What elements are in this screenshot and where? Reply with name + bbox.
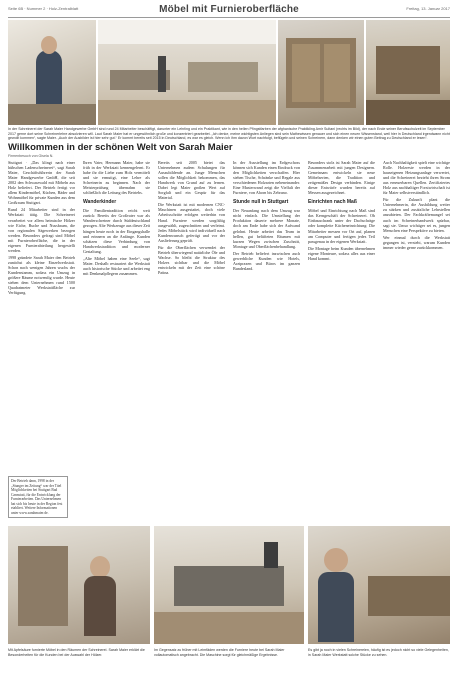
- paragraph: In der Ausstellung im Erdgeschoss können sich Kunden einen Eindruck von den Möglichkeiten verschaffen. Hier stehen Tische, Schränke und Regale aus verschiedenen Holzarten nebeneinander. Eine Musterwand zeigt die Vielfalt der Furniere, von Ahorn bis Zebrano.: [233, 160, 300, 196]
- header-divider: [8, 17, 450, 18]
- paragraph: Stuttgart · „Das klingt nach einer hübschen Ladenschreinerei“, sagt Sarah Maier, Geschäftsführerin der Sarah Maier Handgewerbe GmbH, die seit 2002 den Schwarzwald mit Möbeln aus Holz beliefert. Der Betrieb fertigt vor allem Kindermöbel, Küchen, Bäder und Wohnmöbel für private Kunden aus dem Großraum Stuttgart.: [8, 160, 75, 206]
- photo-showroom: [366, 20, 450, 125]
- paragraph: „Alte Möbel haben eine Seele“, sagt Maier. Deshalb restauriert die Werkstatt auch historische Stücke und arbeitet eng mit Denkmalpflegern zusammen.: [83, 255, 150, 276]
- paragraph: Die Montage beim Kunden übernehmen eigene Monteure, sodass alles aus einer Hand kommt.: [308, 245, 375, 261]
- photo-veneer-machine: [154, 526, 304, 644]
- photo-cabinets: [278, 20, 364, 125]
- paragraph: Bereits seit 2005 bietet das Unternehmen zudem Schulungen für Auszubildende an. Junge Menschen sollen die Möglichkeit bekommen, das Handwerk von Grund auf zu lernen. Dabei legt Maier großen Wert auf Sorgfalt und ein Gespür für das Material.: [158, 160, 225, 201]
- article-column-1: [8, 160, 75, 522]
- paragraph: Die Familientradition reicht weit zurück: Bereits der Großvater war als Wanderschreiner durch Süddeutschland gezogen. Alte Werkzeuge aus dieser Zeit hängen heute noch in der Eingangshalle und erinnern an die Anfänge. Kunden schätzen diese Verbindung von Handwerkstradition und moderner Gestaltung.: [83, 208, 150, 254]
- article-column-6: [383, 160, 450, 522]
- top-photo-row: [8, 20, 450, 125]
- subheading: Wanderkinder: [83, 199, 117, 206]
- paragraph: Für die Zukunft plant die Unternehmerin, die Ausbildung weiter zu stärken und zusätzliche Lehrstellen anzubieten. Der Fachkräftemangel sei auch im Schreinerhandwerk spürbar, sagt sie. Umso wichtiger sei es, jungen Menschen eine Perspektive zu bieten.: [383, 197, 450, 233]
- photo-sarah-maier-cabinets: [8, 526, 150, 644]
- article-column-5: [308, 160, 375, 522]
- paragraph: Ihren Vater, Hermann Maier, habe sie früh in der Werkstatt kennengelernt. Er habe ihr die Liebe zum Holz vermittelt und sie ermutigt, eine Lehre als Schreinerin zu beginnen. Nach der Meisterprüfung übernahm sie schließlich die Leitung des Betriebs.: [83, 160, 150, 196]
- page-header: [8, 4, 450, 18]
- subheading: Stunde null in Stuttgart: [233, 199, 289, 206]
- paragraph: 1998 gründete Sarah Maier den Betrieb zunächst als kleine Einzelwerkstatt. Schon nach wenigen Jahren wuchs der Kundenstamm, sodass ein Umzug in größere Räume notwendig wurde. Heute stehen dem Unternehmen rund 1500 Quadratmeter Werkstattfläche zur Verfügung.: [8, 254, 75, 296]
- bottom-photo-row: [8, 526, 450, 646]
- paragraph: Die Werkstatt ist mit modernen CNC-Maschinen ausgestattet, doch viele Arbeitsschritte erfolgen weiterhin von Hand. Furniere werden sorgfältig ausgewählt, zugeschnitten und verleimt. Jedes Möbelstück wird individuell nach Kundenwunsch gefertigt und vor der Auslieferung geprüft.: [158, 202, 225, 243]
- bottom-caption-1: Mit Apfelsäure furnierte Möbel in den Räumen der Schreinerei. Sarah Maier erklärt die Besonderheiten für die Kunden bei der Auswahl der Hölzer.: [8, 648, 145, 657]
- article-headline: Willkommen in der schönen Welt von Sarah Maier: [8, 142, 233, 153]
- article-column-4: [233, 160, 300, 522]
- bottom-caption-2: Im Gegensatz zu früher mit Leimfäden werden die Furniere heute bei Sarah Maier vollautomatisch angebracht. Die Maschine sorgt für gleichmäßige Ergebnisse.: [154, 648, 285, 657]
- paragraph: Der Neuanfang nach dem Umzug war nicht einfach. Die Umstellung der Produktion dauerte mehrere Monate, doch am Ende habe sich der Aufwand gelohnt. Heute arbeitet das Team in hellen, gut belüfteten Räumen mit kurzen Wegen zwischen Zuschnitt, Montage und Oberflächenbehandlung.: [233, 208, 300, 249]
- subheading: Einrichten nach Maß: [308, 199, 357, 206]
- article-body: [8, 160, 450, 522]
- paragraph: Wer einmal durch die Werkstatt gegangen ist, versteht, warum Kunden immer wieder gerne zurückkommen.: [383, 234, 450, 250]
- paragraph: Der Betrieb beliefert inzwischen auch gewerbliche Kunden wie Hotels, Arztpraxen und Büros im ganzen Bundesland.: [233, 250, 300, 271]
- photo-workshop-worker: [8, 20, 96, 125]
- info-box: [8, 476, 68, 518]
- top-photo-caption: In der Schreinerei der Sarah Maier Handgewerbe GmbH sind rund 24 Mitarbeiter beschäftigt, darunter ein Lehrling und ein Praktikant, wie in den hellen Pfingstfarben der afghanische Praktikling Amir Sultani (rechts im Bild), der nach Ende seiner Berufsschulzeit im September 2017 gerne dort seine Schreinerlehre absolvieren will. Laut Sarah Maier hat er ungewöhnlich große und konzentriert gearbeitet. „Ich denke, meine wichtigsten Anliegen sind sein Mathewissen genauer und sich einen neuen Wissenstand, weil hier in Deutschland irgendwann nicht gewollt kommen“, sagte Maier. „Auch der Ausbilder ist hier sehr gut.“ Er kommt bereits seit 2015 in Deutschland, es war es gleich. Wenn ich ihm davon Wort nachfolgt, beflügeln und seinen Schreinern, dann denken wir einen guten Beitrag zu Deutschland er lesen“.: [8, 127, 450, 141]
- paragraph: Für die Oberflächen verwendet der Betrieb überwiegend natürliche Öle und Wachse. So bleibt die Struktur des Holzes sichtbar und die Möbel entwickeln mit der Zeit eine schöne Patina.: [158, 244, 225, 275]
- article-column-3: [158, 160, 225, 522]
- paragraph: Auch Nachhaltigkeit spielt eine wichtige Rolle. Holzreste werden in der hauseigenen Heizungsanlage verwertet, und die Schreinerei bezieht ihren Strom aus erneuerbaren Quellen. Zertifiziertes Holz aus nachhaltiger Forstwirtschaft ist für Maier selbstverständlich.: [383, 160, 450, 196]
- paragraph: Möbel und Einrichtung nach Maß sind das Kerngeschäft der Schreinerei. Ob Einbauschrank unter der Dachschräge oder komplette Kücheneinrichtung: Die Mitarbeiter messen vor Ort auf, planen am Computer und fertigen jedes Teil passgenau in der eigenen Werkstatt.: [308, 208, 375, 244]
- info-box-text: Der Betrieb dann, 1998 in der „Stunger im Zeitung“ war der Titel Möglichkeiten bei Stuttgart Bad Cannstatt, für die Entwicklung der Furnierarbeiten. Das Unternehmen hat sich bis heute in der Region fest etabliert. Weitere Informationen unter www.sarahmaier.de.: [11, 479, 63, 515]
- page-header-title: Möbel mit Furnieroberfläche: [159, 4, 299, 15]
- article-column-2: [83, 160, 150, 522]
- paragraph: Besonders stolz ist Sarah Maier auf die Zusammenarbeit mit jungen Designern. Gemeinsam entwickeln sie neue Möbelserien, die Tradition und zeitgemäßes Design verbinden. Einige dieser Entwürfe wurden bereits auf Messen ausgezeichnet.: [308, 160, 375, 196]
- bottom-caption-3: Es gibt ja noch in vielen Schreinereien, häufig ist es jedoch nicht so viele Gelegenheiten, in Sarah Maier Werkstatt solche Stücke zu sehen.: [308, 648, 449, 657]
- page-header-left: Seite 6B · Nummer 2 · Holz-Zentralblatt: [8, 6, 79, 11]
- photo-workshop-hall: [98, 20, 276, 125]
- article-byline: Firmenbesuch von Gisela N.: [8, 154, 54, 158]
- paragraph: Rund 24 Mitarbeiter sind in der Werkstatt tätig. Die Schreinerei verarbeitet vor allem heimische Hölzer wie Eiche, Buche und Nussbaum, die von regionalen Sägewerken bezogen werden. Besonders gefragt sind Möbel mit Furnieroberfläche, die in der eigenen Furnierabteilung hergestellt werden.: [8, 207, 75, 253]
- photo-workshop-detail: [308, 526, 450, 644]
- page-header-date: Freitag, 13. Januar 2017: [406, 6, 450, 11]
